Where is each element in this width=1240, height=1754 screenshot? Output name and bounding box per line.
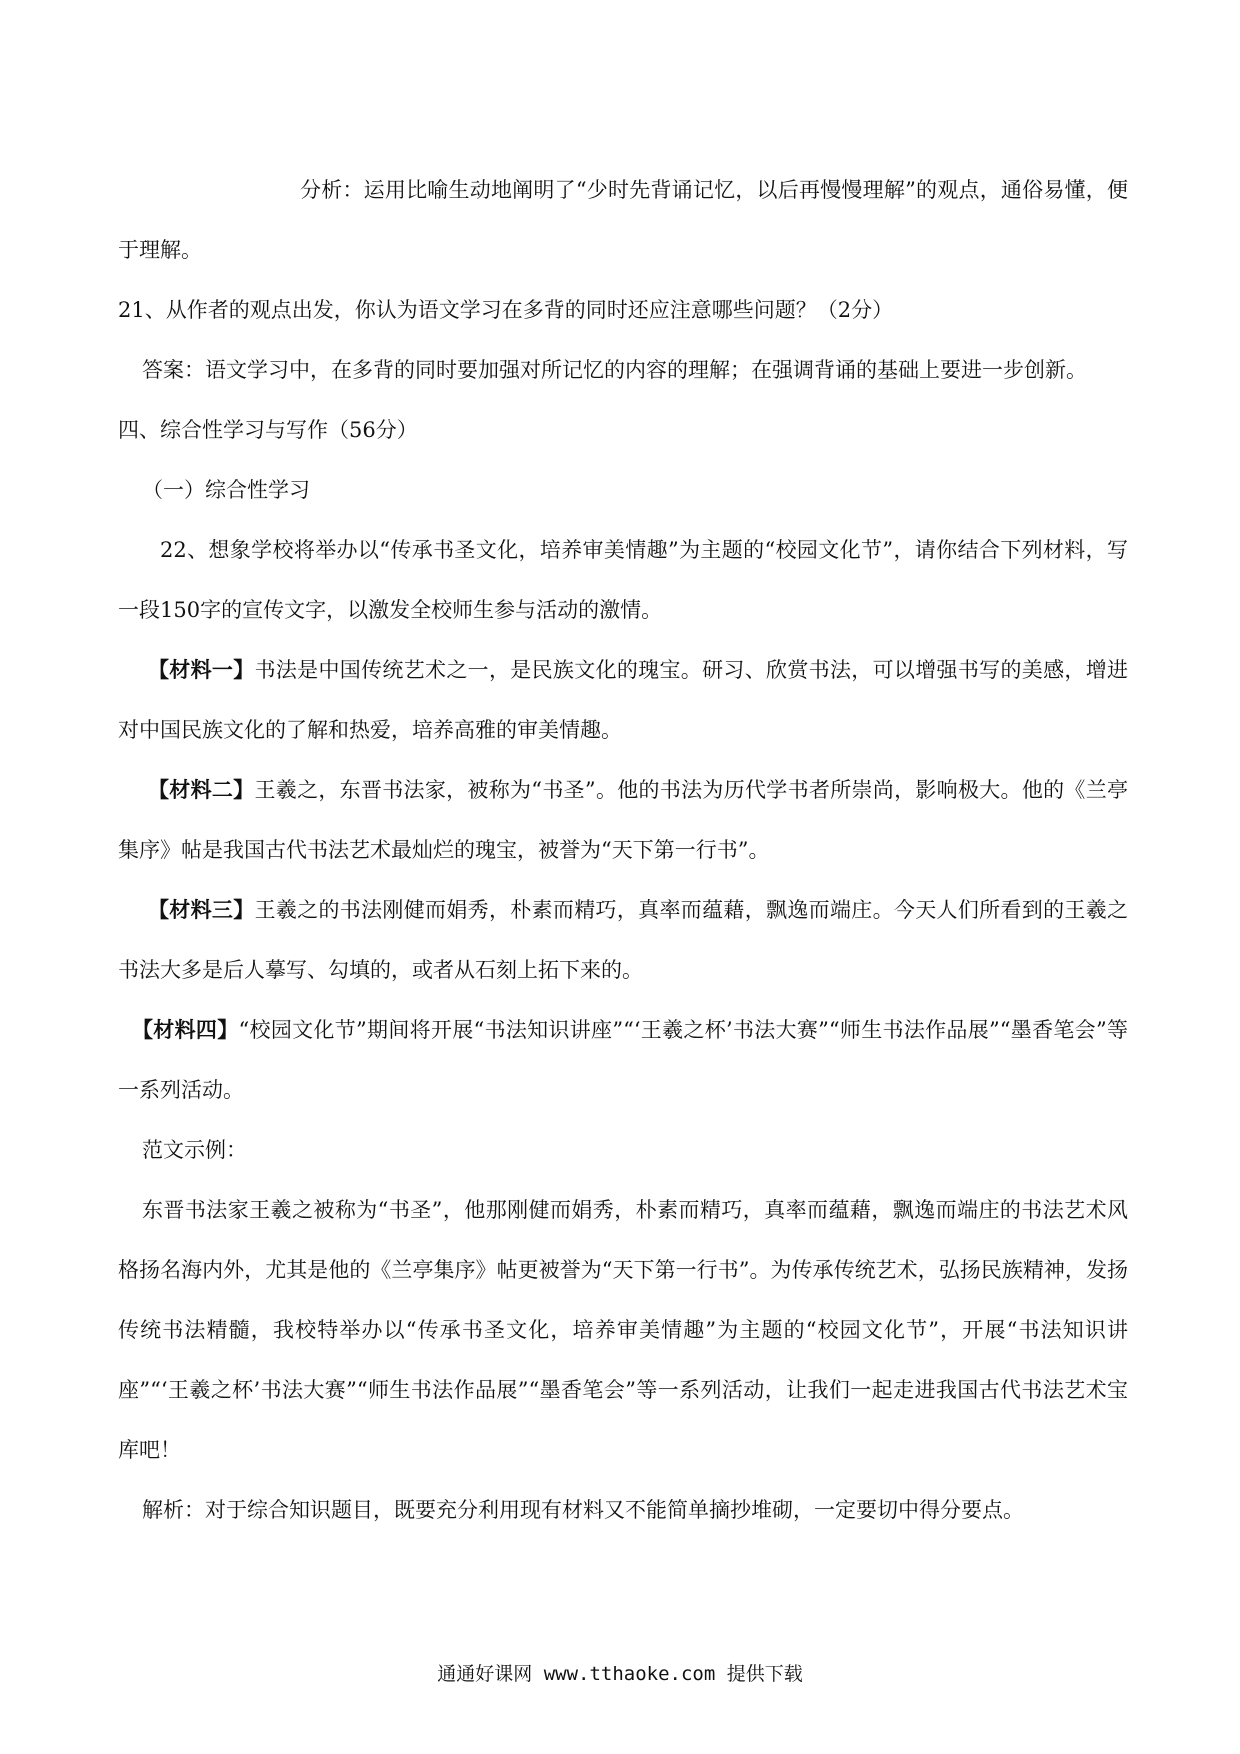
material-3-text: 王羲之的书法刚健而娟秀，朴素而精巧，真率而蕴藉，飘逸而端庄。今天人们所看到的王羲之书法大多是后人摹写、勾填的，或者从石刻上拓下来的。: [118, 898, 1129, 982]
material-3-label: 【材料三】: [148, 897, 255, 922]
question-22: 22、想象学校将举办以“传承书圣文化，培养审美情趣”为主题的“校园文化节”，请你结合下列材料，写一段150字的宣传文字，以激发全校师生参与活动的激情。: [118, 538, 1128, 622]
subsection-heading-1: （一）综合性学习: [142, 478, 310, 502]
sample-essay: 东晋书法家王羲之被称为“书圣”，他那刚健而娟秀，朴素而精巧，真率而蕴藉，飘逸而端庄的书法艺术风格扬名海内外，尤其是他的《兰亭集序》帖更被誉为“天下第一行书”。为传承传统艺术，弘扬民族精神，发扬传统书法精髓，我校特举办以“传承书圣文化，培养审美情趣”为主题的“校园文化节”，开展“书法知识讲座”“‘王羲之杯’书法大赛”“师生书法作品展”“墨香笔会”等一系列活动，让我们一起走进我国古代书法艺术宝库吧！: [118, 1198, 1128, 1462]
material-1-text: 书法是中国传统艺术之一，是民族文化的瑰宝。研习、欣赏书法，可以增强书写的美感，增进对中国民族文化的了解和热爱，培养高雅的审美情趣。: [118, 658, 1129, 742]
material-2: [118, 760, 1128, 880]
material-4: [118, 1000, 1128, 1120]
material-2-text: 王羲之，东晋书法家，被称为“书圣”。他的书法为历代学书者所崇尚，影响极大。他的《兰亭集序》帖是我国古代书法艺术最灿烂的瑰宝，被誉为“天下第一行书”。: [118, 778, 1129, 862]
material-3: [118, 880, 1128, 1000]
material-2-label: 【材料二】: [148, 777, 255, 802]
material-1-label: 【材料一】: [148, 657, 255, 682]
section-heading-4: 四、综合性学习与写作（56分）: [118, 418, 418, 442]
analysis-paragraph: 分析：运用比喻生动地阐明了“少时先背诵记忆，以后再慢慢理解”的观点，通俗易懂，便于理解。: [118, 178, 1128, 262]
answer-21: 答案：语文学习中，在多背的同时要加强对所记忆的内容的理解；在强调背诵的基础上要进一步创新。: [142, 358, 1087, 382]
explanation-paragraph: 解析：对于综合知识题目，既要充分利用现有材料又不能简单摘抄堆砌，一定要切中得分要点。: [142, 1498, 1024, 1522]
page-footer: 通通好课网 www.tthaoke.com 提供下载: [437, 1663, 803, 1685]
material-1: [118, 640, 1128, 760]
question-21: 21、从作者的观点出发，你认为语文学习在多背的同时还应注意哪些问题？（2分）: [118, 298, 894, 322]
document-body: [118, 160, 1128, 1540]
material-4-text: “校园文化节”期间将开展“书法知识讲座”“‘王羲之杯’书法大赛”“师生书法作品展”“墨香笔会”等一系列活动。: [118, 1018, 1128, 1102]
material-4-label: 【材料四】: [132, 1017, 239, 1042]
sample-essay-heading: 范文示例：: [142, 1138, 247, 1162]
